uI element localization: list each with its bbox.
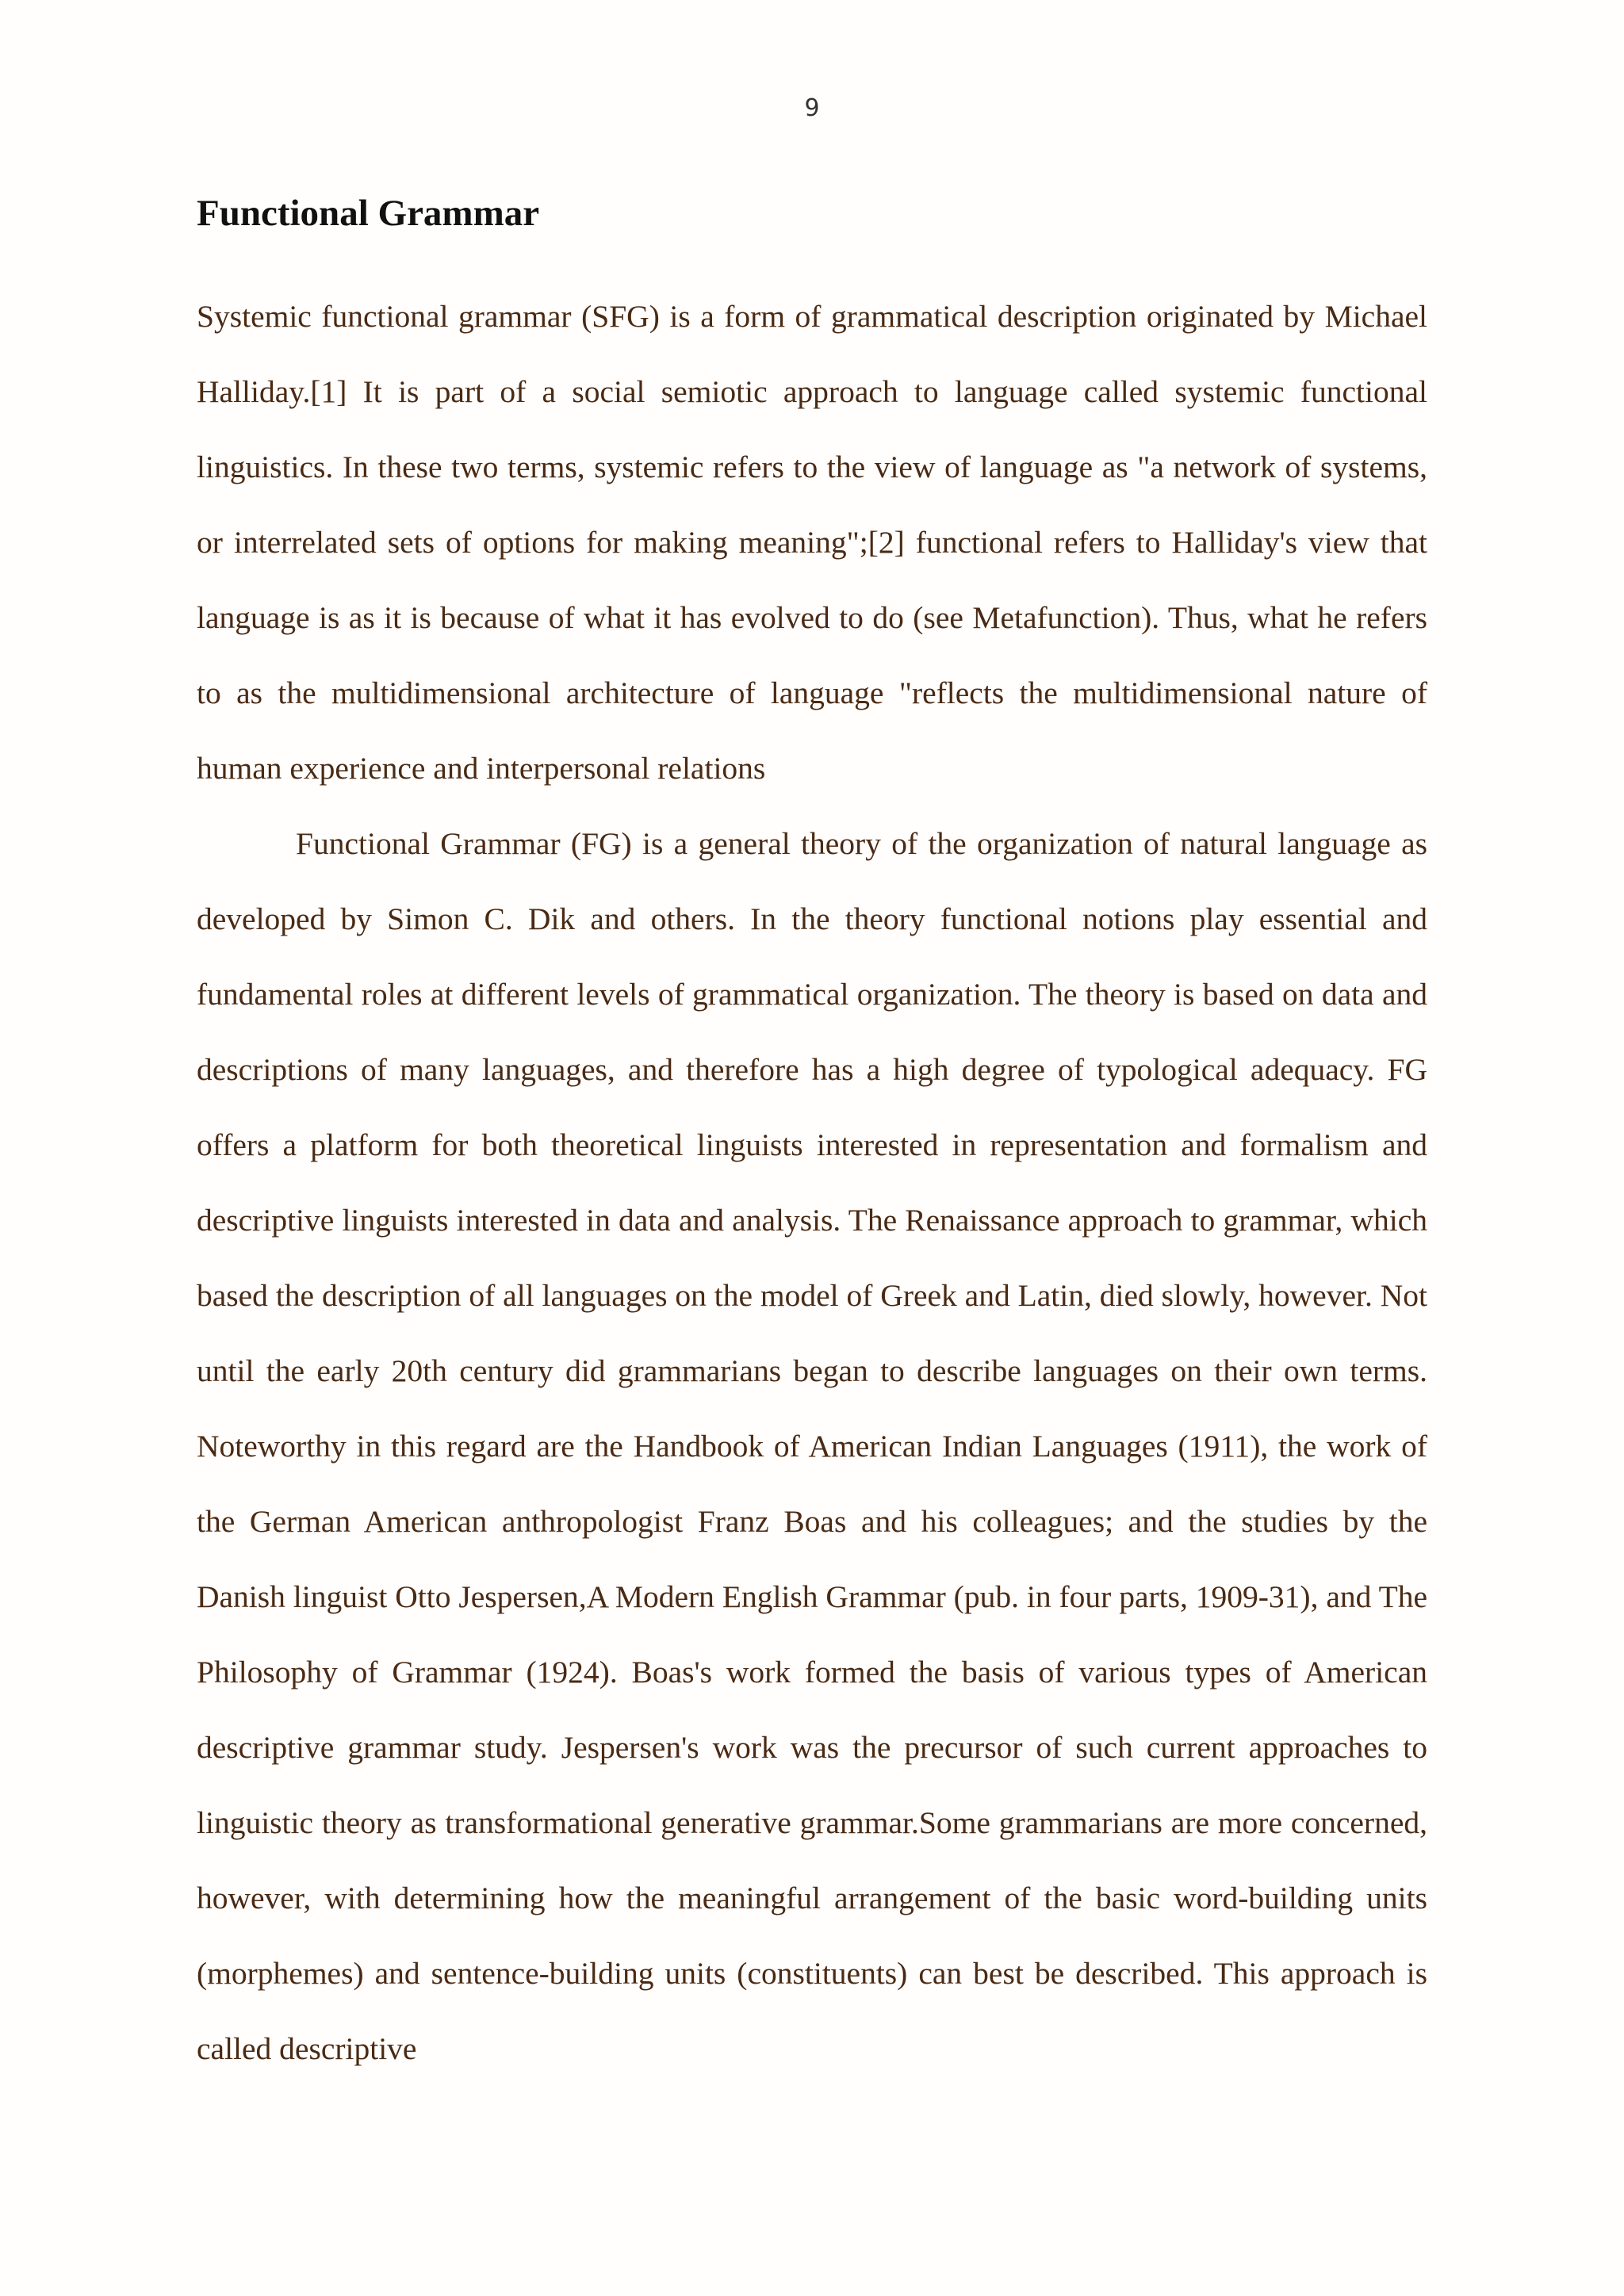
section-heading: Functional Grammar <box>197 193 540 234</box>
paragraph-functional-grammar: Functional Grammar (FG) is a general theory of the organization of natural language as developed by Simon C. Dik and others. In the theory functional notions play essential and fundamental roles at different levels of grammatical organization. The theory is based on data and descriptions of many languages, and therefore has a high degree of typological adequacy. FG offers a platform for both theoretical linguists interested in representation and formalism and descriptive linguists interested in data and analysis. The Renaissance approach to grammar, which based the description of all languages on the model of Greek and Latin, died slowly, however. Not until the early 20th century did grammarians began to describe languages on their own terms. Noteworthy in this regard are the Handbook of American Indian Languages (1911), the work of the German American anthropologist Franz Boas and his colleagues; and the studies by the Danish linguist Otto Jespersen,A Modern English Grammar (pub. in four parts, 1909-31), and The Philosophy of Grammar (1924). Boas's work formed the basis of various types of American descriptive grammar study. Jespersen's work was the precursor of such current approaches to linguistic theory as transformational generative grammar.Some grammarians are more concerned, however, with determining how the meaningful arrangement of the basic word-building units (morphemes) and sentence-building units (constituents) can best be described. This approach is called descriptive <box>197 826 1427 2066</box>
body-text <box>197 279 1427 2087</box>
paragraph-systemic-functional-grammar: Systemic functional grammar (SFG) is a form of grammatical description originated by Michael Halliday.[1] It is part of a social semiotic approach to language called systemic functional linguistics. In these two terms, systemic refers to the view of language as "a network of systems, or interrelated sets of options for making meaning";[2] functional refers to Halliday's view that language is as it is because of what it has evolved to do (see Metafunction). Thus, what he refers to as the multidimensional architecture of language "reflects the multidimensional nature of human experience and interpersonal relations <box>197 299 1427 786</box>
page-number: 9 <box>804 94 820 122</box>
